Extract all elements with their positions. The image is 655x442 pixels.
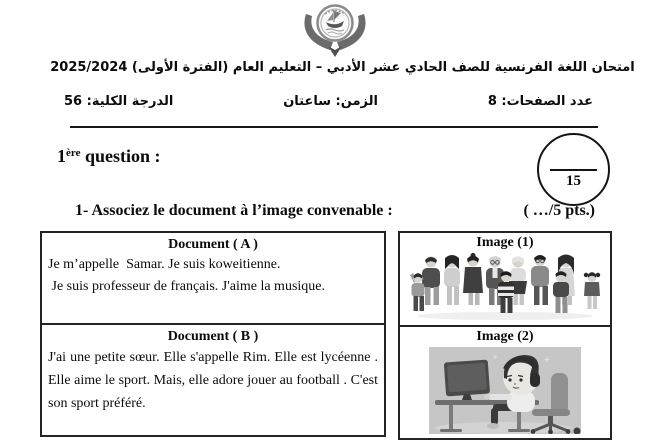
question-number: 1 xyxy=(57,146,66,166)
exam-title: امتحان اللغة الفرنسية للصف الحادي عشر الأدبي – التعليم العام (الفترة الأولى) 2025/2024 xyxy=(50,60,635,75)
sub-question-row xyxy=(75,202,595,220)
document-b-text: J'ai une petite sœur. Elle s'appelle Rim. Elle est lycéenne . Elle aime le sport. Mais, elle adore jouer au football . C'est son sport préféré. xyxy=(48,350,378,411)
document-b-header: Document ( B ) xyxy=(167,329,259,344)
family-woman-1 xyxy=(444,255,460,305)
images-table xyxy=(398,231,612,440)
image-2-header: Image (2) xyxy=(476,329,534,344)
header-divider-line xyxy=(70,126,598,128)
boy-computer-illustration xyxy=(429,347,581,434)
exam-info-row xyxy=(64,94,593,109)
sub-question-text: 1- Associez le document à l’image convenable : xyxy=(75,202,393,219)
kuwait-emblem-icon xyxy=(299,1,371,57)
image-1-cell xyxy=(400,233,610,327)
family-woman-2 xyxy=(463,253,483,305)
score-circle xyxy=(537,133,610,206)
family-man-1 xyxy=(422,257,440,306)
family-grandma xyxy=(509,256,527,305)
exam-duration-label: الزمن: ساعتان xyxy=(283,94,378,109)
question-1-heading xyxy=(57,146,160,167)
document-a-header: Document ( A ) xyxy=(168,237,258,252)
documents-table xyxy=(40,231,386,437)
family-girl-waving xyxy=(584,272,600,309)
score-blank-line xyxy=(550,169,597,171)
document-a-cell xyxy=(42,233,384,325)
question-ordinal-suffix: ère xyxy=(66,147,81,159)
pages-count-label: عدد الصفحات: 8 xyxy=(487,94,593,109)
score-total-value: 15 xyxy=(566,173,581,189)
total-mark-label: الدرجة الكلية: 56 xyxy=(64,94,174,109)
points-label: ( …/5 pts.) xyxy=(523,202,595,219)
family-man-2 xyxy=(531,255,549,305)
document-b-cell xyxy=(42,325,384,435)
family-illustration xyxy=(409,253,601,321)
family-boy-waving xyxy=(410,273,425,311)
document-a-line-1: Je m’appelle Samar. Je suis koweitienne. xyxy=(48,257,281,272)
question-word: question : xyxy=(80,146,161,166)
document-a-line-2: Je suis professeur de français. J'aime la musique. xyxy=(48,279,325,294)
image-1-header: Image (1) xyxy=(476,235,534,250)
kuwait-emblem-logo xyxy=(299,1,371,57)
image-2-cell xyxy=(400,327,610,438)
